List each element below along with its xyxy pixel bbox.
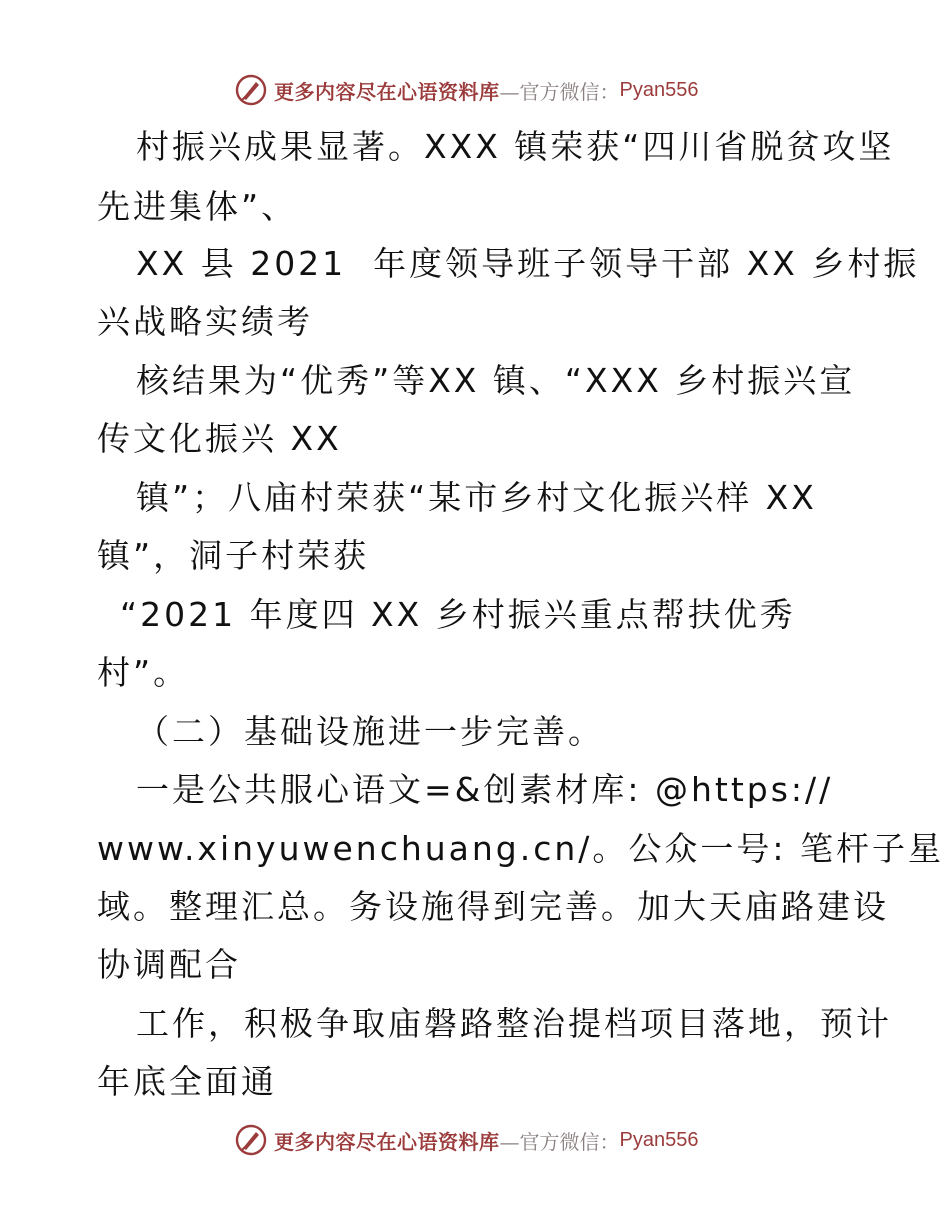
body-text-line: 一是公共服心语文=&创素材库: @https:// (136, 770, 834, 809)
banner-title: 更多内容尽在心语资料库 (274, 79, 500, 104)
banner-wechat-label: —官方微信： (499, 79, 620, 104)
body-text-line: 先进集体”、 (97, 187, 298, 226)
body-text-line: 年底全面通 (97, 1062, 277, 1101)
body-text-line: 域。整理汇总。务设施得到完善。加大天庙路建设 (97, 887, 889, 926)
body-text-line: 协调配合 (97, 945, 241, 984)
body-text-line: 工作，积极争取庙磐路整治提档项目落地，预计 (136, 1004, 892, 1043)
body-text-line: 村”。 (97, 653, 190, 692)
body-text-line: 兴战略实绩考 (97, 302, 313, 341)
banner-title: 更多内容尽在心语资料库 (274, 1129, 500, 1154)
body-text-line: 镇”，洞子村荣获 (97, 536, 370, 575)
quill-pen-logo-icon (234, 1123, 268, 1157)
quill-pen-logo-icon (234, 73, 268, 107)
section-heading: （二）基础设施进一步完善。 (136, 712, 604, 751)
footer-watermark-banner (234, 1120, 698, 1160)
body-text-line: 传文化振兴 XX (97, 419, 342, 458)
body-text-line: 镇”；八庙村荣获“某市乡村文化振兴样 XX (136, 478, 817, 517)
body-text-line: 核结果为“优秀”等XX 镇、“XXX 乡村振兴宣 (136, 361, 856, 400)
banner-wechat-id: Pyan556 (619, 78, 699, 101)
banner-wechat-label: —官方微信： (499, 1129, 620, 1154)
body-text-line: XX 县 2021 年度领导班子领导干部 XX 乡村振 (136, 244, 920, 283)
body-text-line: 村振兴成果显著。XXX 镇荣获“四川省脱贫攻坚 (136, 127, 895, 166)
banner-wechat-id: Pyan556 (619, 1128, 699, 1151)
body-text-line: “2021 年度四 XX 乡村振兴重点帮扶优秀 (120, 595, 796, 634)
body-text-line: www.xinyuwenchuang.cn/。公众一号: 笔杆子星 (97, 829, 945, 868)
header-watermark-banner (234, 70, 698, 110)
